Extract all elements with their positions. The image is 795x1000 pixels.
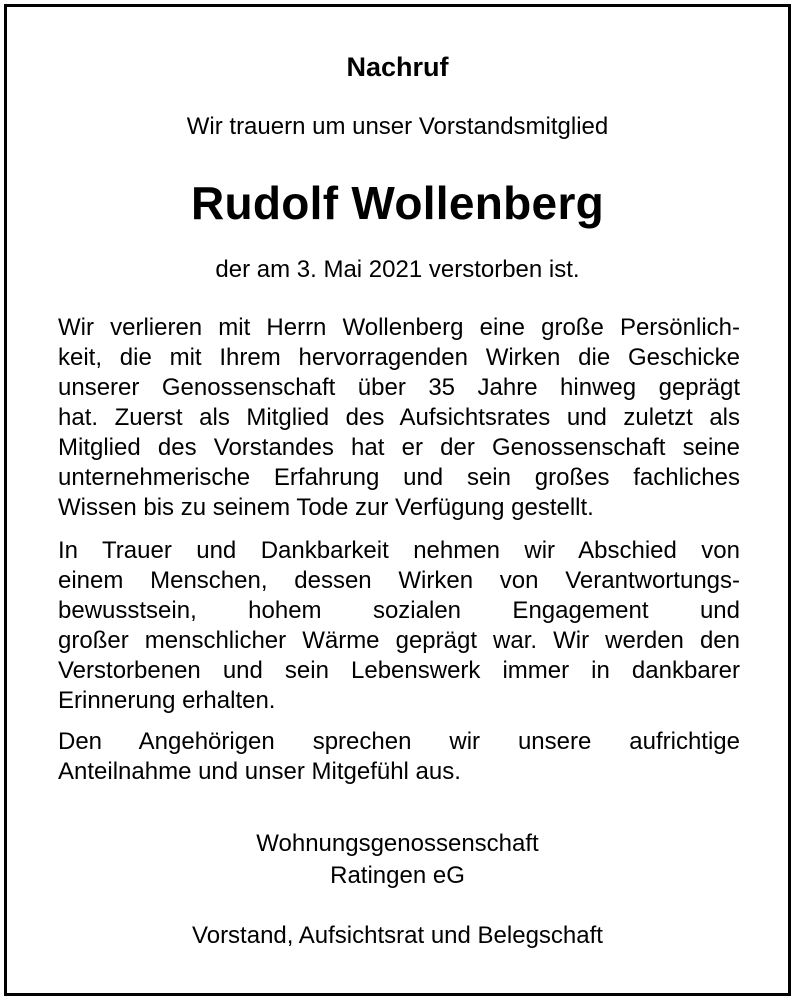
- obituary-title: Nachruf: [346, 52, 449, 82]
- paragraph-line: keit, die mit Ihrem hervorragenden Wirken die Geschicke: [58, 344, 740, 371]
- signatories-line: Vorstand, Aufsichtsrat und Belegschaft: [192, 922, 603, 949]
- paragraph-line: Wir verlieren mit Herrn Wollenberg eine große Persönlich-: [58, 314, 740, 341]
- deceased-name: Rudolf Wollenberg: [190, 177, 605, 229]
- paragraph-line: Den Angehörigen sprechen wir unsere aufrichtige: [58, 728, 740, 755]
- paragraph-line: In Trauer und Dankbarkeit nehmen wir Abschied von: [58, 537, 740, 564]
- death-date-line: der am 3. Mai 2021 verstorben ist.: [215, 256, 580, 283]
- paragraph-line: bewusstsein, hohem sozialen Engagement und: [58, 597, 740, 624]
- condolence-paragraph: [58, 727, 740, 787]
- paragraph-line: Erinnerung erhalten.: [58, 687, 276, 714]
- paragraph-line: einem Menschen, dessen Wirken von Verantwortungs-: [58, 567, 740, 594]
- paragraph-line: Wissen bis zu seinem Tode zur Verfügung gestellt.: [58, 494, 594, 521]
- paragraph-line: Verstorbenen und sein Lebenswerk immer in dankbarer: [58, 657, 740, 684]
- paragraph-line: unserer Genossenschaft über 35 Jahre hinweg geprägt: [58, 374, 740, 401]
- tribute-paragraph: [58, 313, 740, 523]
- paragraph-line: unternehmerische Erfahrung und sein großes fachliches: [58, 464, 740, 491]
- organization-name-line1: Wohnungsgenossenschaft: [256, 830, 539, 857]
- paragraph-line: großer menschlicher Wärme geprägt war. Wir werden den: [58, 627, 740, 654]
- organization-name-line2: Ratingen eG: [330, 862, 465, 889]
- paragraph-line: Mitglied des Vorstandes hat er der Genossenschaft seine: [58, 434, 740, 461]
- paragraph-line: Anteilnahme und unser Mitgefühl aus.: [58, 758, 461, 785]
- farewell-paragraph: [58, 536, 740, 716]
- paragraph-line: hat. Zuerst als Mitglied des Aufsichtsrates und zuletzt als: [58, 404, 740, 431]
- obituary-subtitle: Wir trauern um unser Vorstandsmitglied: [186, 113, 609, 140]
